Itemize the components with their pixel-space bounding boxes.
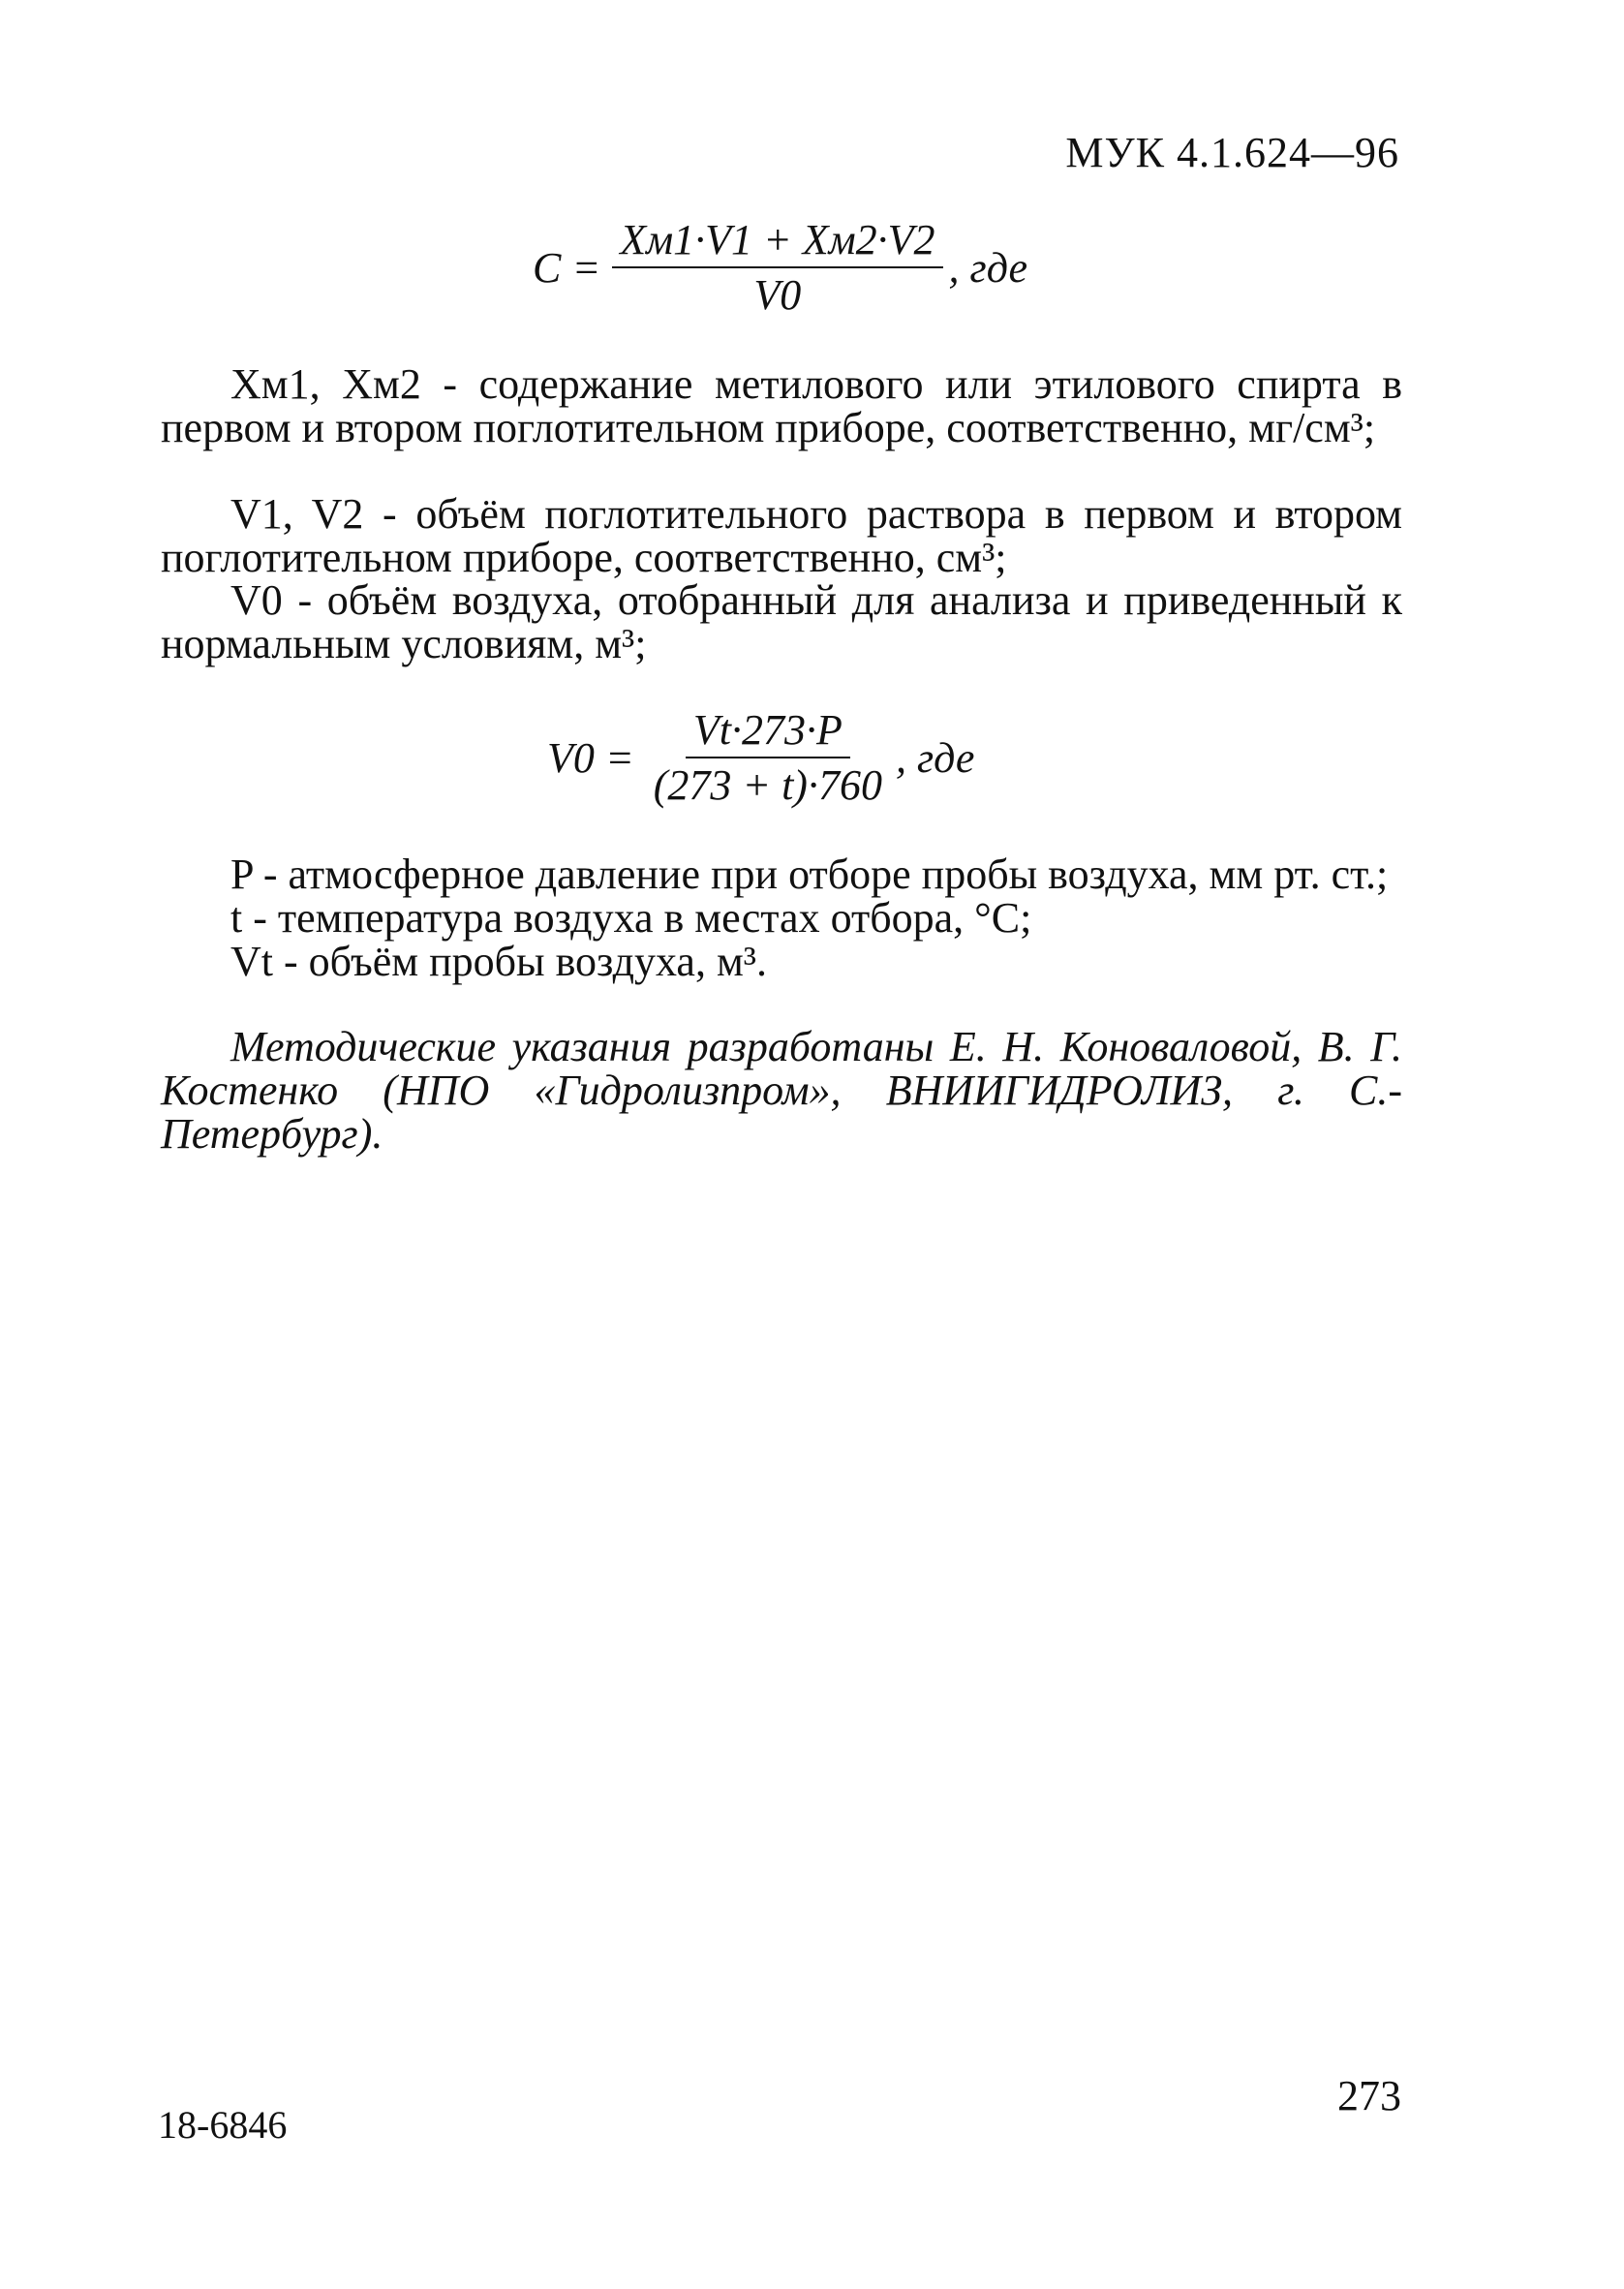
definition-p: P - атмосферное давление при отборе пробы воздуха, мм рт. ст.; — [230, 851, 1389, 898]
formula-equals: = — [574, 243, 599, 292]
formula-lhs: V0 — [547, 733, 595, 782]
formula-denominator: (273 + t)·760 — [653, 761, 882, 809]
page-number: 273 — [1337, 2072, 1401, 2119]
formula-numerator: Vt·273·P — [686, 705, 850, 758]
formula-denominator: V0 — [753, 271, 802, 319]
formula-equals: = — [607, 733, 632, 782]
definition-t: t - температура воздуха в местах отбора, °С; — [230, 894, 1032, 942]
formula-fraction — [612, 215, 942, 320]
definition-v0: V0 - объём воздуха, отобранный для анализа и приведенный к нормальным условиям, м³; — [161, 576, 1402, 667]
formula-fraction — [646, 705, 890, 810]
print-code: 18-6846 — [158, 2103, 288, 2147]
definition-xm: Xм1, Xм2 - содержание метилового или этилового спирта в первом и втором поглотительном приборе, соответственно, мг/см³; — [161, 360, 1402, 451]
formula-where: , где — [948, 243, 1028, 292]
document-code-header: МУК 4.1.624—96 — [1065, 129, 1399, 176]
formula-where: , где — [895, 733, 975, 782]
volume-formula — [547, 705, 974, 810]
definition-v1-v2: V1, V2 - объём поглотительного раствора в первом и втором поглотительном приборе, соответственно, см³; — [161, 490, 1402, 581]
credits-paragraph: Методические указания разработаны Е. Н. Коноваловой, В. Г. Костенко (НПО «Гидролизпром», ВНИИГИДРОЛИЗ, г. С.-Петербург). — [161, 1023, 1402, 1158]
formula-numerator: Xм1·V1 + Xм2·V2 — [612, 215, 942, 268]
definition-vt: Vt - объём пробы воздуха, м³. — [230, 938, 767, 985]
formula-lhs: C — [533, 243, 562, 292]
concentration-formula — [533, 215, 1027, 320]
